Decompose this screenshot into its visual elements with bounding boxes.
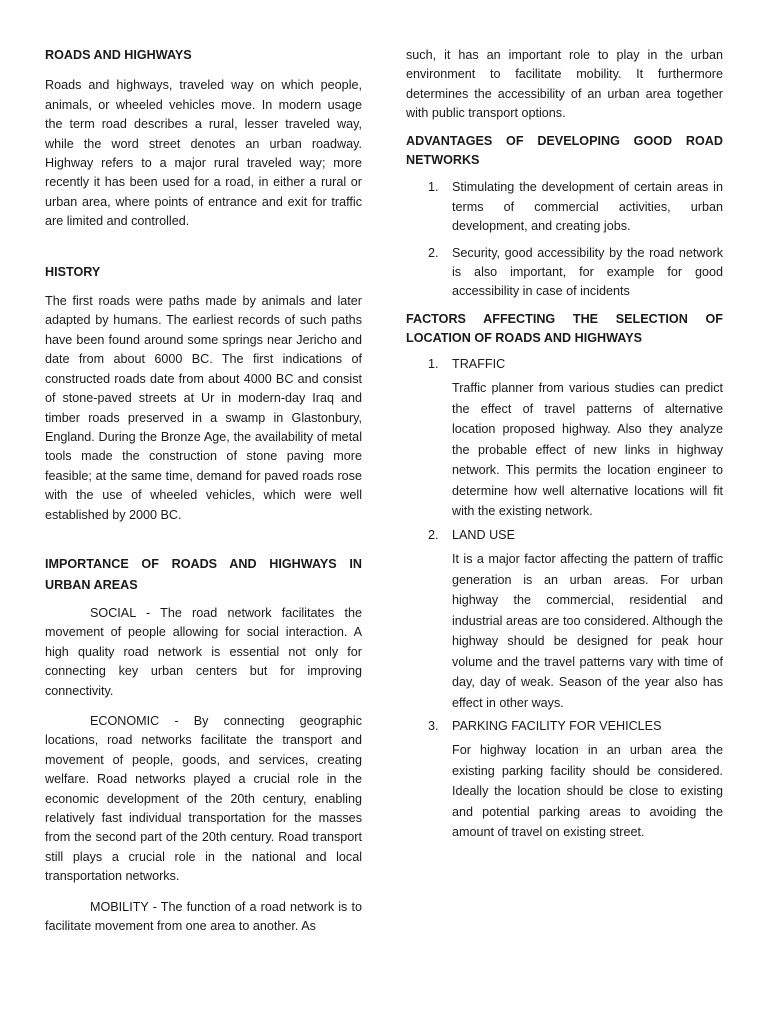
factors-heading: FACTORS AFFECTING THE SELECTION OF LOCATION OF ROADS AND HIGHWAYS (406, 311, 723, 346)
right-column (406, 0, 723, 843)
list-item (406, 244, 723, 302)
roads-paragraph: Roads and highways, traveled way on which people, animals, or wheeled vehicles move. In modern usage the term road describes a rural, lesser traveled way, while the word street denotes an urban roadway. Highway refers to a major rural traveled way; more recently it has been used for a road, in either a rural or urban area, where points of entrance and exit for traffic are limited and controlled. (45, 78, 362, 229)
list-item (406, 355, 723, 522)
importance-heading: IMPORTANCE OF ROADS AND HIGHWAYS IN URBAN AREAS (45, 556, 362, 592)
list-item (406, 526, 723, 713)
factor-text: Traffic planner from various studies can predict the effect of travel patterns of alternative location proposed highway. Also they analyze the probable effect of new links in highway network. This permits the location engineer to determine how well alternative locations will fit with the existing network. (452, 381, 723, 519)
advantages-heading: ADVANTAGES OF DEVELOPING GOOD ROAD NETWORKS (406, 133, 723, 168)
list-number: 2. (428, 527, 439, 542)
factor-title: TRAFFIC (452, 356, 506, 371)
mobility-paragraph: MOBILITY - The function of a road network is to facilitate movement from one area to another. As (45, 899, 362, 934)
left-column (45, 0, 362, 936)
list-text: Security, good accessibility by the road network is also important, for example for good accessibility in case of incidents (452, 245, 723, 299)
list-item (406, 178, 723, 236)
list-number: 3. (428, 719, 439, 733)
list-item (406, 717, 723, 843)
advantages-list (406, 178, 723, 301)
roads-heading: ROADS AND HIGHWAYS (45, 48, 192, 62)
social-paragraph: SOCIAL - The road network facilitates the movement of people allowing for social interaction. A high quality road network is essential not only for connecting key urban centers but for improving connectivity. (45, 605, 362, 698)
factor-title: PARKING FACILITY FOR VEHICLES (452, 719, 662, 733)
list-number: 1. (428, 356, 439, 371)
factor-text: For highway location in an urban area the existing parking facility should be considered. Ideally the location should be close to existing and potential parking areas to avoiding the amount of travel on existing street. (452, 743, 723, 840)
economic-paragraph: ECONOMIC - By connecting geographic locations, road networks facilitate the transport and movement of people, goods, and services, creating welfare. Road networks played a crucial role in the economic development of the 20th century, enabling relatively fast individual transportation for the masses from the second part of the 20th century. Road transport still plays a crucial role in the national and local transportation networks. (45, 713, 362, 884)
factor-title: LAND USE (452, 527, 515, 542)
list-text: Stimulating the development of certain areas in terms of commercial activities, urban development, and creating jobs. (452, 180, 723, 234)
factors-list (406, 355, 723, 843)
history-paragraph: The first roads were paths made by animals and later adapted by humans. The earliest records of such paths have been found around some springs near Jericho and date from about 6000 BC. The first indications of constructed roads date from about 4000 BC and consist of stone-paved streets at Ur in modern-day Iraq and timber roads preserved in a swamp in Glastonbury, England. During the Bronze Age, the availability of metal tools made the construction of stone paving more feasible; at the same time, demand for paved roads rose with the use of wheeled vehicles, which were well established by 2000 BC. (45, 294, 362, 522)
factor-text: It is a major factor affecting the pattern of traffic generation is an urban areas. For urban highway the commercial, residential and industrial areas are too considered. Although the highway should be designed for peak hour volume and the travel patterns vary with time of day, day of weak. Season of the year also has effect in other ways. (452, 552, 723, 710)
list-number: 1. (428, 180, 439, 195)
history-heading: HISTORY (45, 264, 101, 279)
mobility-continued: such, it has an important role to play in the urban environment to facilitate mobility. It furthermore determines the accessibility of an urban area together with public transport options. (406, 48, 723, 121)
list-number: 2. (428, 245, 439, 260)
